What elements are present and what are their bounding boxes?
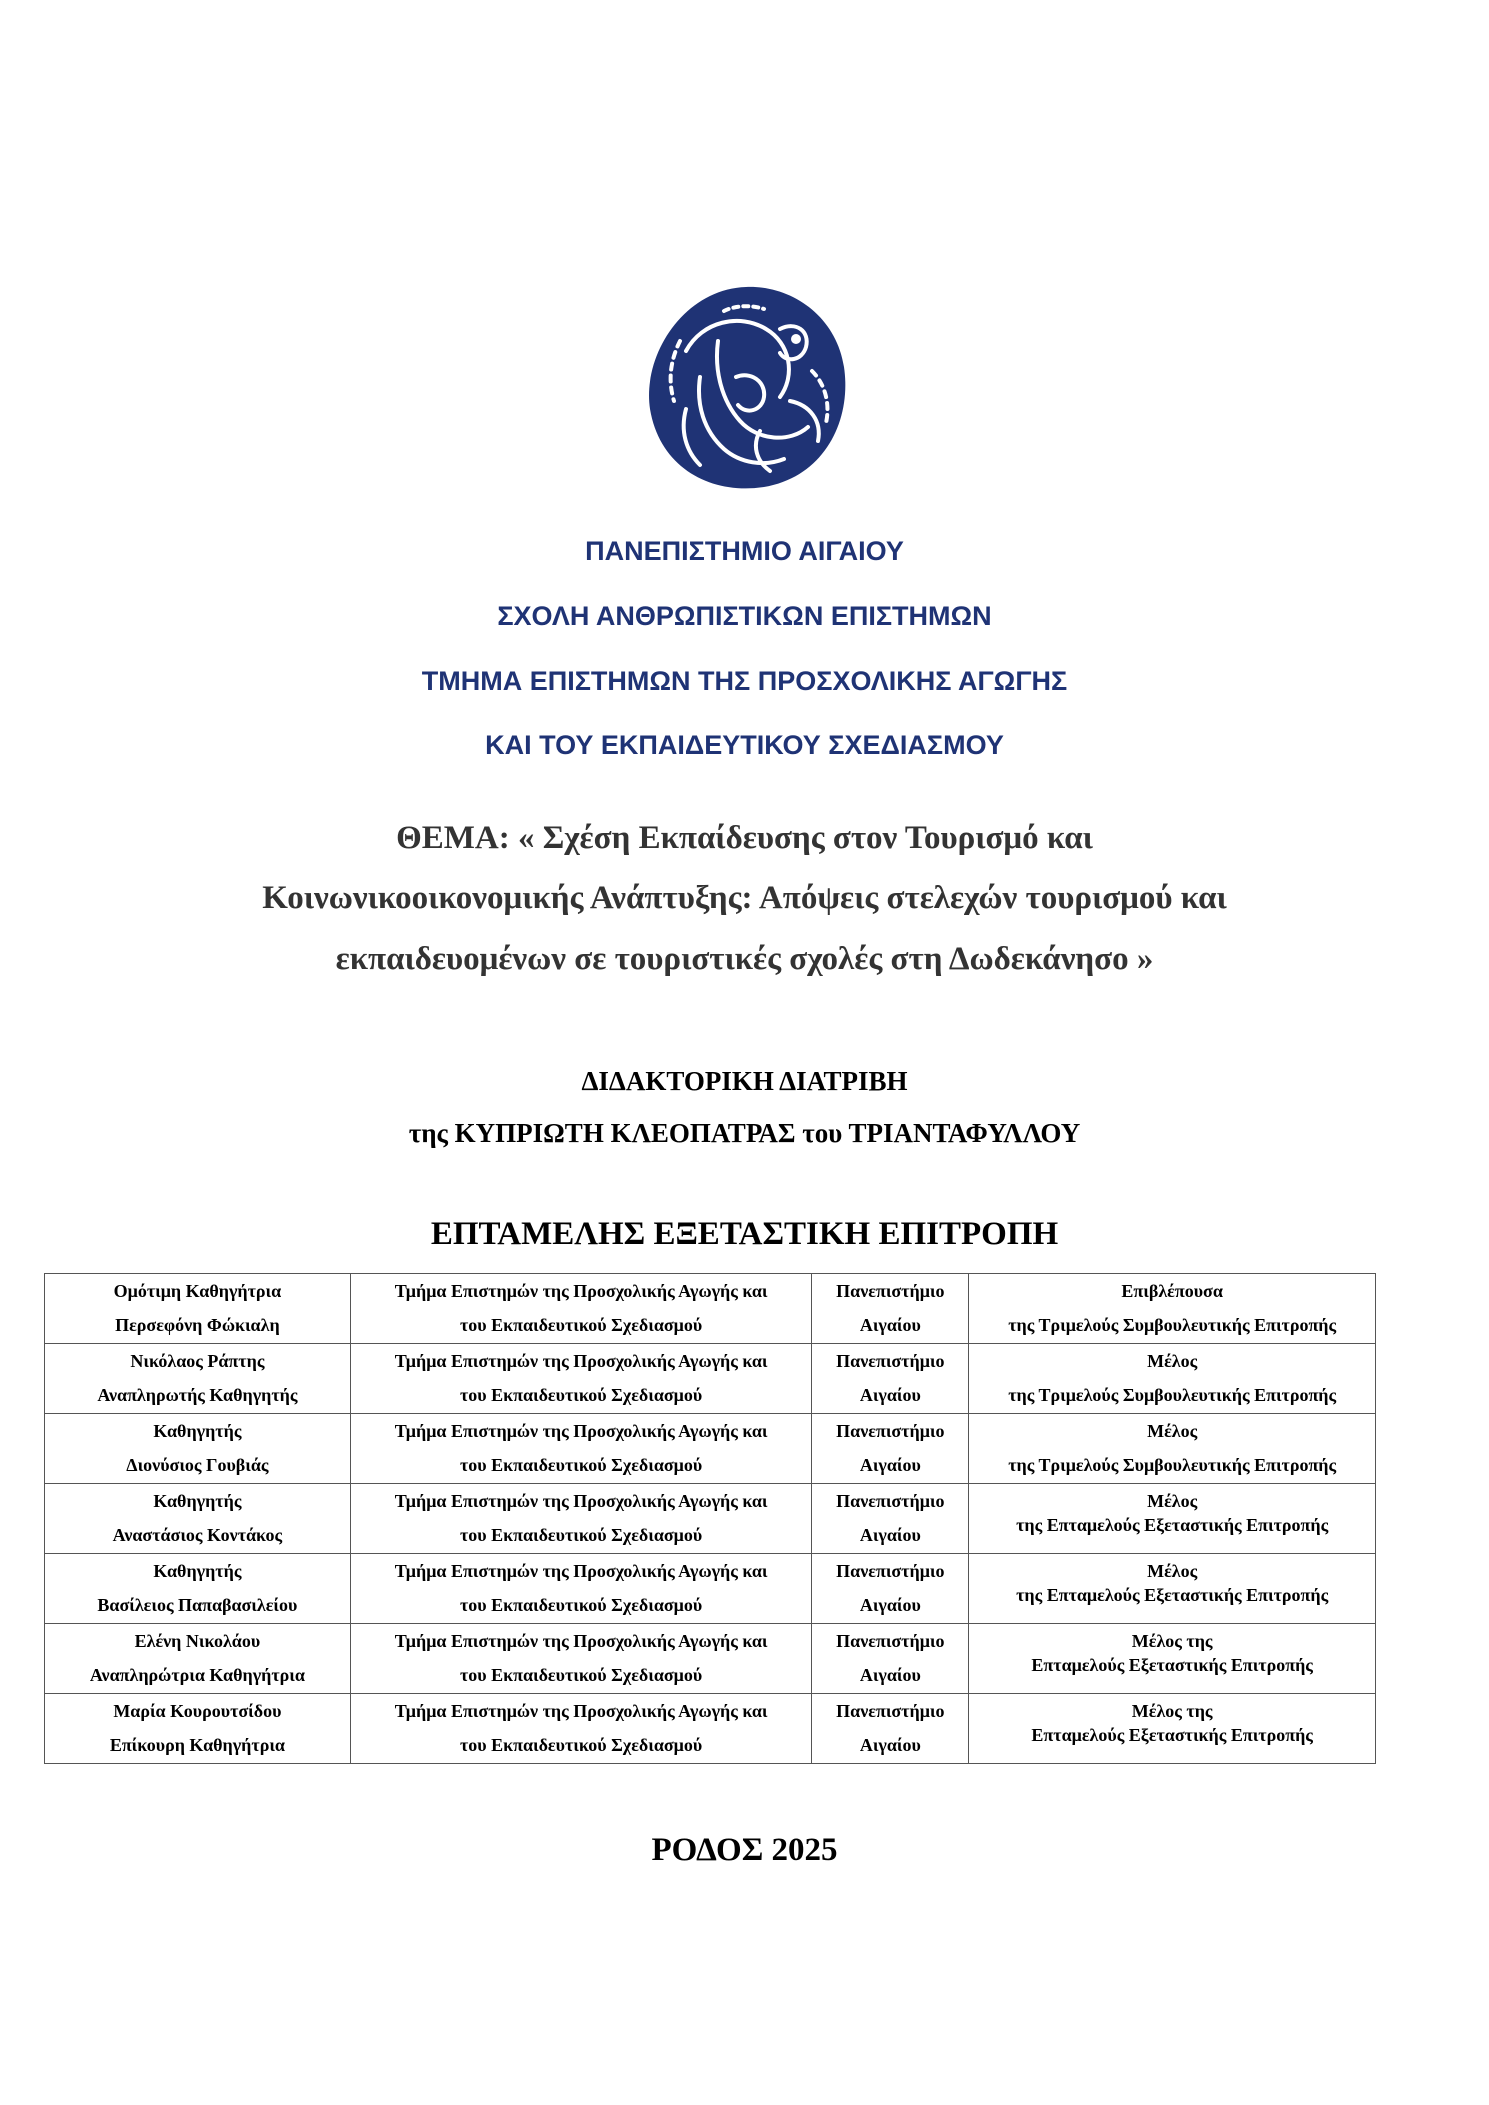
- university-line1: Πανεπιστήμιο: [836, 1351, 945, 1371]
- department-line1: Τμήμα Επιστημών της Προσχολικής Αγωγής και: [394, 1421, 768, 1441]
- university-line2: Αιγαίου: [859, 1385, 921, 1405]
- member-cell: [45, 1484, 351, 1554]
- table-row: [45, 1344, 1376, 1414]
- university-line2: Αιγαίου: [859, 1455, 921, 1475]
- member-title: Αναπληρώτρια Καθηγήτρια: [89, 1665, 305, 1685]
- university-line2: Αιγαίου: [859, 1595, 921, 1615]
- member-cell: [45, 1414, 351, 1484]
- university-cell: [812, 1484, 969, 1554]
- department-line1: Τμήμα Επιστημών της Προσχολικής Αγωγής και: [394, 1701, 768, 1721]
- member-title: Καθηγητής: [153, 1491, 242, 1511]
- university-cell: [812, 1414, 969, 1484]
- member-name: Νικόλαος Ράπτης: [130, 1351, 265, 1371]
- university-cell: [812, 1694, 969, 1764]
- university-cell: [812, 1554, 969, 1624]
- department-line1: Τμήμα Επιστημών της Προσχολικής Αγωγής και: [394, 1281, 768, 1301]
- university-line2: Αιγαίου: [859, 1665, 921, 1685]
- table-row: [45, 1484, 1376, 1554]
- department-line2: του Εκπαιδευτικού Σχεδιασμού: [459, 1385, 703, 1405]
- department-line2: του Εκπαιδευτικού Σχεδιασμού: [459, 1525, 703, 1545]
- department-cell: [350, 1554, 812, 1624]
- thesis-author: της ΚΥΠΡΙΩΤΗ ΚΛΕΟΠΑΤΡΑΣ του ΤΡΙΑΝΤΑΦΥΛΛΟΥ: [408, 1118, 1081, 1148]
- member-cell: [45, 1554, 351, 1624]
- university-name: ΠΑΝΕΠΙΣΤΗΜΙΟ ΑΙΓΑΙΟΥ: [585, 536, 904, 566]
- role-line1: Μέλος: [1147, 1421, 1198, 1441]
- member-title: Καθηγητής: [153, 1561, 242, 1581]
- member-name: Διονύσιος Γουβιάς: [126, 1455, 269, 1475]
- university-line1: Πανεπιστήμιο: [836, 1491, 945, 1511]
- thesis-type: ΔΙΔΑΚΤΟΡΙΚΗ ΔΙΑΤΡΙΒΗ: [581, 1066, 908, 1096]
- member-name: Μαρία Κουρουτσίδου: [113, 1701, 282, 1721]
- member-title: Καθηγητής: [153, 1421, 242, 1441]
- role-cell: [969, 1414, 1376, 1484]
- topic-line2: Κοινωνικοοικονομικής Ανάπτυξης: Απόψεις στελεχών τουρισμού και: [262, 880, 1227, 916]
- department-line2: του Εκπαιδευτικού Σχεδιασμού: [459, 1595, 703, 1615]
- university-line1: Πανεπιστήμιο: [836, 1701, 945, 1721]
- role-cell: [969, 1484, 1376, 1554]
- department-cell: [350, 1484, 812, 1554]
- department-line1: Τμήμα Επιστημών της Προσχολικής Αγωγής και: [394, 1561, 768, 1581]
- department-cell: [350, 1344, 812, 1414]
- member-name: Ελένη Νικολάου: [134, 1631, 261, 1651]
- university-seal-icon: [640, 281, 852, 493]
- role-line1: Μέλος: [1147, 1561, 1198, 1581]
- role-line2: της Τριμελούς Συμβουλευτικής Επιτροπής: [1008, 1455, 1337, 1475]
- table-row: [45, 1624, 1376, 1694]
- role-cell: [969, 1274, 1376, 1344]
- role-line1: Μέλος της: [1131, 1631, 1213, 1651]
- university-cell: [812, 1624, 969, 1694]
- member-name: Περσεφόνη Φώκιαλη: [115, 1315, 280, 1335]
- role-cell: [969, 1624, 1376, 1694]
- role-cell: [969, 1344, 1376, 1414]
- role-line2: Επταμελούς Εξεταστικής Επιτροπής: [1031, 1655, 1313, 1675]
- role-line2: Επταμελούς Εξεταστικής Επιτροπής: [1031, 1725, 1313, 1745]
- university-line2: Αιγαίου: [859, 1525, 921, 1545]
- topic-line3: εκπαιδευομένων σε τουριστικές σχολές στη Δωδεκάνησο »: [335, 941, 1154, 977]
- university-line1: Πανεπιστήμιο: [836, 1421, 945, 1441]
- school-name: ΣΧΟΛΗ ΑΝΘΡΩΠΙΣΤΙΚΩΝ ΕΠΙΣΤΗΜΩΝ: [497, 601, 992, 631]
- member-cell: [45, 1274, 351, 1344]
- department-line2: του Εκπαιδευτικού Σχεδιασμού: [459, 1315, 703, 1335]
- university-line1: Πανεπιστήμιο: [836, 1631, 945, 1651]
- committee-title: ΕΠΤΑΜΕΛΗΣ ΕΞΕΤΑΣΤΙΚΗ ΕΠΙΤΡΟΠΗ: [430, 1216, 1059, 1252]
- department-cell: [350, 1694, 812, 1764]
- member-cell: [45, 1694, 351, 1764]
- university-cell: [812, 1274, 969, 1344]
- university-line1: Πανεπιστήμιο: [836, 1561, 945, 1581]
- member-name: Βασίλειος Παπαβασιλείου: [97, 1595, 298, 1615]
- university-cell: [812, 1344, 969, 1414]
- member-title: Αναπληρωτής Καθηγητής: [97, 1385, 298, 1405]
- role-line1: Επιβλέπουσα: [1121, 1281, 1223, 1301]
- table-row: [45, 1414, 1376, 1484]
- role-cell: [969, 1694, 1376, 1764]
- member-title: Επίκουρη Καθηγήτρια: [109, 1735, 285, 1755]
- role-line2: της Επταμελούς Εξεταστικής Επιτροπής: [1016, 1585, 1329, 1605]
- department-name-line2: ΚΑΙ ΤΟΥ ΕΚΠΑΙΔΕΥΤΙΚΟΥ ΣΧΕΔΙΑΣΜΟΥ: [485, 730, 1004, 760]
- member-name: Αναστάσιος Κοντάκος: [112, 1525, 283, 1545]
- department-cell: [350, 1274, 812, 1344]
- university-line2: Αιγαίου: [859, 1315, 921, 1335]
- department-cell: [350, 1624, 812, 1694]
- department-line1: Τμήμα Επιστημών της Προσχολικής Αγωγής και: [394, 1351, 768, 1371]
- role-cell: [969, 1554, 1376, 1624]
- department-line2: του Εκπαιδευτικού Σχεδιασμού: [459, 1455, 703, 1475]
- member-title: Ομότιμη Καθηγήτρια: [113, 1281, 282, 1301]
- department-name-line1: ΤΜΗΜΑ ΕΠΙΣΤΗΜΩΝ ΤΗΣ ΠΡΟΣΧΟΛΙΚΗΣ ΑΓΩΓΗΣ: [421, 666, 1068, 696]
- member-cell: [45, 1624, 351, 1694]
- table-row: [45, 1274, 1376, 1344]
- table-row: [45, 1554, 1376, 1624]
- committee-table: [44, 1273, 1376, 1764]
- university-line2: Αιγαίου: [859, 1735, 921, 1755]
- department-line2: του Εκπαιδευτικού Σχεδιασμού: [459, 1735, 703, 1755]
- topic-line1: ΘΕΜΑ: « Σχέση Εκπαίδευσης στον Τουρισμό και: [396, 820, 1093, 856]
- university-line1: Πανεπιστήμιο: [836, 1281, 945, 1301]
- department-cell: [350, 1414, 812, 1484]
- place-and-year: ΡΟΔΟΣ 2025: [651, 1832, 838, 1868]
- table-row: [45, 1694, 1376, 1764]
- role-line1: Μέλος: [1147, 1491, 1198, 1511]
- department-line1: Τμήμα Επιστημών της Προσχολικής Αγωγής και: [394, 1631, 768, 1651]
- role-line2: της Τριμελούς Συμβουλευτικής Επιτροπής: [1008, 1385, 1337, 1405]
- department-line2: του Εκπαιδευτικού Σχεδιασμού: [459, 1665, 703, 1685]
- role-line2: της Τριμελούς Συμβουλευτικής Επιτροπής: [1008, 1315, 1337, 1335]
- department-line1: Τμήμα Επιστημών της Προσχολικής Αγωγής και: [394, 1491, 768, 1511]
- role-line1: Μέλος: [1147, 1351, 1198, 1371]
- role-line1: Μέλος της: [1131, 1701, 1213, 1721]
- role-line2: της Επταμελούς Εξεταστικής Επιτροπής: [1016, 1515, 1329, 1535]
- member-cell: [45, 1344, 351, 1414]
